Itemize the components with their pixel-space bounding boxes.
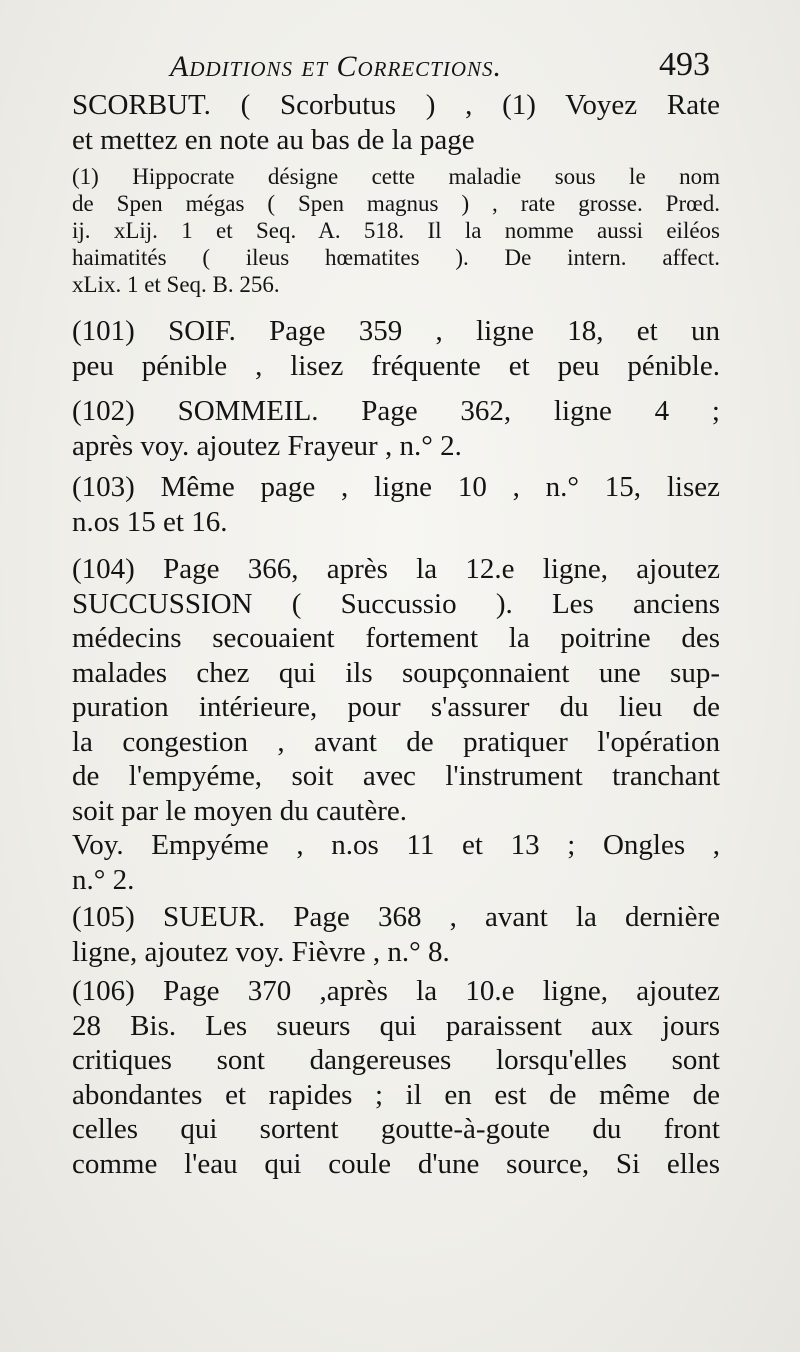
note-line: (1) Hippocrate désigne cette maladie sous le nom [72, 164, 720, 189]
entry-102 [72, 394, 720, 463]
note-line: haimatités ( ileus hœmatites ). De intern. affect. [72, 245, 720, 270]
text-line: peu pénible , lisez fréquente et peu pénible. [72, 349, 720, 382]
text-line: (105) SUEUR. Page 368 , avant la dernière [72, 901, 720, 933]
text-line: soit par le moyen du cautère. [72, 794, 407, 827]
text-line: SCORBUT. ( Scorbutus ) , (1) Voyez Rate [72, 89, 720, 121]
text-line: et mettez en note au bas de la page [72, 123, 475, 156]
text-line: 28 Bis. Les sueurs qui paraissent aux jours [72, 1009, 720, 1042]
text-line: SUCCUSSION ( Succussio ). Les anciens [72, 587, 720, 620]
text-line: la congestion , avant de pratiquer l'opération [72, 725, 720, 758]
footnote-scorbut [72, 163, 720, 298]
entry-103 [72, 470, 720, 539]
entry-105 [72, 900, 720, 969]
text-line: malades chez qui ils soupçonnaient une sup- [72, 656, 720, 689]
text-line: Voy. Empyéme , n.os 11 et 13 ; Ongles , [72, 829, 720, 861]
running-header [170, 46, 710, 90]
text-line: ligne, ajoutez voy. Fièvre , n.° 8. [72, 935, 450, 968]
note-line: xLix. 1 et Seq. B. 256. [72, 272, 280, 297]
text-line: de l'empyéme, soit avec l'instrument tranchant [72, 760, 720, 792]
text-line: (102) SOMMEIL. Page 362, ligne 4 ; [72, 395, 720, 427]
entry-101 [72, 314, 720, 383]
text-line: (101) SOIF. Page 359 , ligne 18, et un [72, 315, 720, 347]
entry-106 [72, 974, 720, 1181]
text-line: n.os 15 et 16. [72, 505, 228, 538]
page-number: 493 [659, 46, 710, 83]
note-line: de Spen mégas ( Spen magnus ) , rate grosse. Prœd. [72, 191, 720, 216]
text-line: celles qui sortent goutte-à-goute du front [72, 1113, 720, 1145]
entry-104 [72, 552, 720, 897]
text-line: abondantes et rapides ; il en est de même de [72, 1078, 720, 1111]
note-line: ij. xLij. 1 et Seq. A. 518. Il la nomme aussi eiléos [72, 218, 720, 243]
text-line: comme l'eau qui coule d'une source, Si elles [72, 1147, 720, 1180]
text-line: critiques sont dangereuses lorsqu'elles sont [72, 1044, 720, 1076]
text-line: (103) Même page , ligne 10 , n.° 15, lisez [72, 471, 720, 503]
text-line: n.° 2. [72, 863, 135, 896]
entry-scorbut [72, 88, 720, 157]
text-line: (104) Page 366, après la 12.e ligne, ajoutez [72, 553, 720, 585]
text-line: après voy. ajoutez Frayeur , n.° 2. [72, 429, 462, 462]
text-line: (106) Page 370 ,après la 10.e ligne, ajoutez [72, 975, 720, 1007]
text-line: médecins secouaient fortement la poitrine des [72, 622, 720, 654]
text-line: puration intérieure, pour s'assurer du lieu de [72, 691, 720, 723]
running-title: Additions et Corrections. [170, 50, 503, 83]
